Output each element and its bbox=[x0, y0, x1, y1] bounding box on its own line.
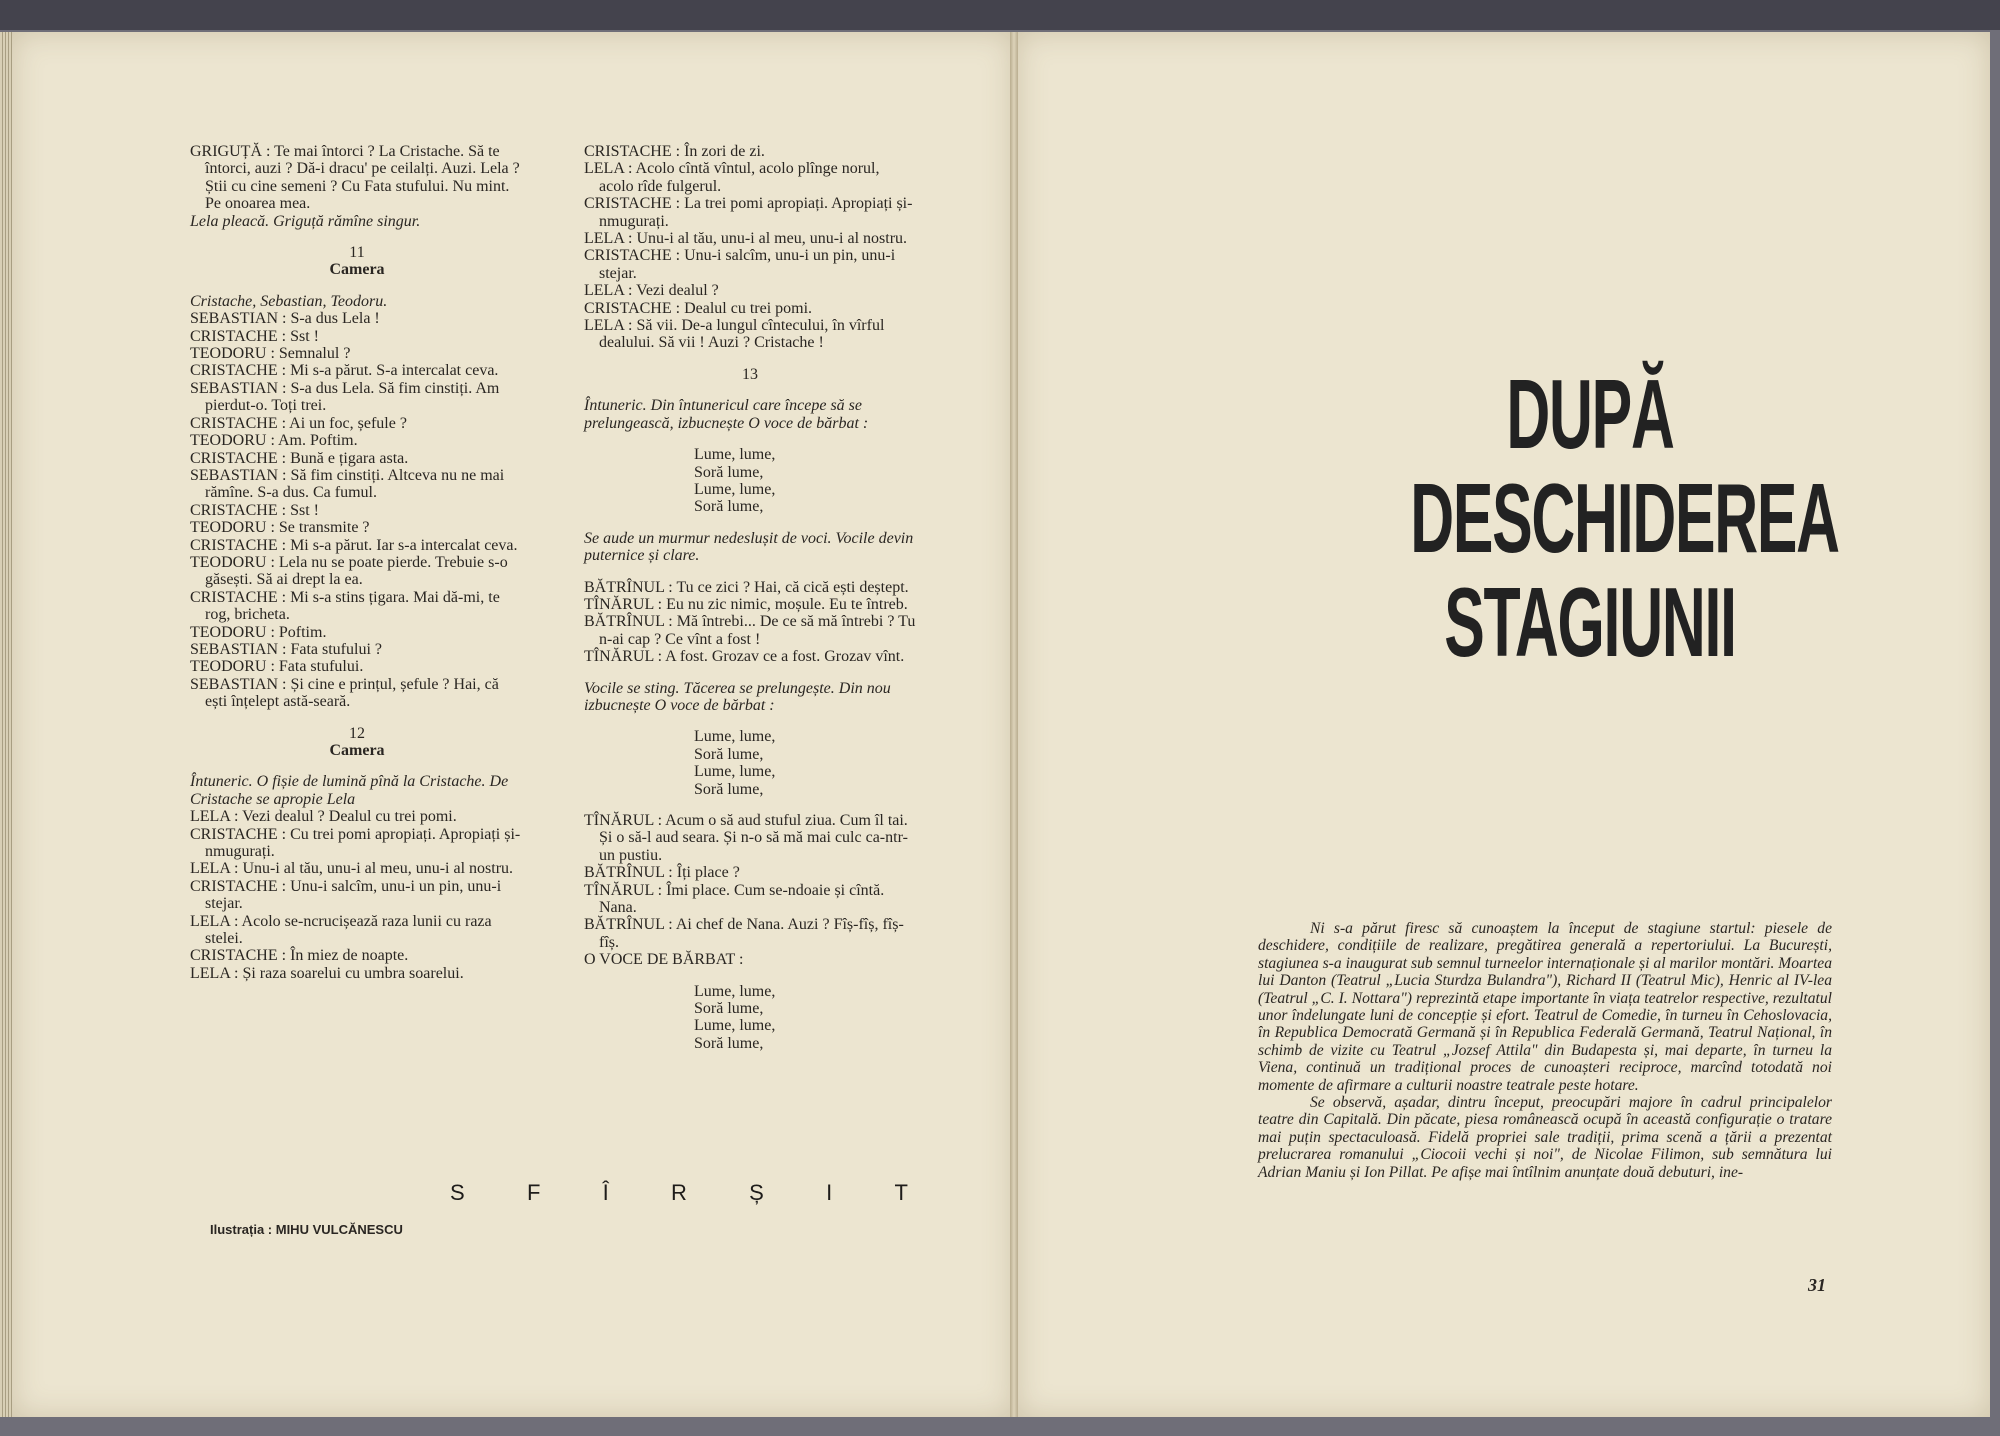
spacer bbox=[584, 798, 916, 812]
verse-line: Soră lume, bbox=[694, 780, 764, 798]
dialogue-line: CRISTACHE : Mi s-a stins țigara. Mai dă-mi, te rog, bricheta. bbox=[190, 588, 500, 624]
right-page bbox=[1017, 32, 1990, 1417]
dialogue-line: SEBASTIAN : Fata stufului ? bbox=[190, 640, 382, 658]
dialogue-line: TEODORU : Lela nu se poate pierde. Trebuie s-o găsești. Să ai drept la ea. bbox=[190, 553, 508, 589]
dialogue-line: TEODORU : Semnalul ? bbox=[190, 345, 351, 363]
title-line: DUPĂ bbox=[1506, 359, 1674, 469]
dialogue-line: CRISTACHE : Unu-i salcîm, unu-i un pin, unu-i stejar. bbox=[190, 877, 502, 913]
dialogue-line: TEODORU : Se transmite ? bbox=[190, 519, 370, 537]
dialogue-line: TEODORU : Am. Poftim. bbox=[190, 432, 358, 450]
sfirsit-letter: Ș bbox=[749, 1180, 766, 1205]
stage-direction: Lela pleacă. Griguță rămîne singur. bbox=[190, 212, 421, 230]
top-band bbox=[0, 0, 2000, 30]
scene-number: 12 bbox=[349, 724, 365, 742]
spacer bbox=[584, 565, 916, 579]
article-paragraph: Ni s-a părut firesc să cunoaștem la început de stagiune startul: piesele de deschidere, condițiile de realizare, pregătirea generală a repertoriului. La București, stagiunea s-a inaugurat sub semnul turneelor internaționale și al marilor montări. Moartea lui Danton (Teatrul „Lucia Sturdza Bulandra"), Richard II (Teatrul Mic), Henric al IV-lea (Teatrul „C. I. Nottara") reprezintă etape importante în viața teatrelor respective, rezultatul unor îndelungate luni de concepție și efort. Teatrul de Comedie, în turneu în Cehoslovacia, în Republica Democrată Germană și în Republica Federală Germană, Teatrul Național, în schimb de vizite cu Teatrul „Jozsef Attila" din Budapesta și, mai departe, în turneu la Viena, continuă un tradițional proces de cunoașteri reciproce, marcînd totodată noi momente de afirmare a culturii noastre teatrale peste hotare. bbox=[1258, 920, 1832, 1094]
verse-line: Lume, lume, bbox=[694, 728, 776, 746]
title-line: STAGIUNII bbox=[1444, 567, 1736, 677]
verse-line: Soră lume, bbox=[694, 745, 764, 763]
verse-line: Lume, lume, bbox=[694, 1017, 776, 1035]
verse-line: Lume, lume, bbox=[694, 480, 776, 498]
verse-line: Soră lume, bbox=[694, 463, 764, 481]
dialogue-line: CRISTACHE : Sst ! bbox=[190, 327, 319, 345]
dialogue-line: LELA : Vezi dealul ? Dealul cu trei pomi. bbox=[190, 808, 457, 826]
dialogue-line: CRISTACHE : În miez de noapte. bbox=[190, 947, 409, 965]
dialogue-line: TÎNĂRUL : A fost. Grozav ce a fost. Grozav vînt. bbox=[584, 648, 905, 666]
spacer bbox=[190, 759, 524, 773]
stage-direction: Întuneric. Din întunericul care începe să se prelungească, izbucnește O voce de bărbat : bbox=[584, 397, 869, 432]
dialogue-line: SEBASTIAN : S-a dus Lela ! bbox=[190, 310, 380, 328]
dialogue-line: TÎNĂRUL : Îmi place. Cum se-ndoaie și cîntă. Nana. bbox=[584, 881, 885, 917]
spacer bbox=[584, 432, 916, 446]
dialogue-line: LELA : Și raza soarelui cu umbra soarelui. bbox=[190, 964, 464, 982]
spacer bbox=[584, 383, 916, 397]
dialogue-line: CRISTACHE : Sst ! bbox=[190, 501, 319, 519]
left-column-1 bbox=[190, 143, 524, 982]
dialogue-line: CRISTACHE : Mi s-a părut. Iar s-a intercalat ceva. bbox=[190, 536, 518, 554]
dialogue-line: BĂTRÎNUL : Ai chef de Nana. Auzi ? Fîș-fîș, fîș-fîș. bbox=[584, 916, 904, 951]
dialogue-line: LELA : Vezi dealul ? bbox=[584, 282, 719, 300]
dialogue-line: CRISTACHE : Bună e țigara asta. bbox=[190, 449, 409, 467]
dialogue-line: LELA : Unu-i al tău, unu-i al meu, unu-i al nostru. bbox=[190, 860, 514, 878]
scene-number: 11 bbox=[349, 244, 365, 262]
sfirsit-letter: T bbox=[894, 1180, 910, 1205]
dialogue-line: CRISTACHE : Cu trei pomi apropiați. Apropiați și-nmugurați. bbox=[190, 825, 521, 861]
dialogue-line: TEODORU : Poftim. bbox=[190, 623, 327, 641]
verse-line: Lume, lume, bbox=[694, 446, 776, 464]
dialogue-line: O VOCE DE BĂRBAT : bbox=[584, 951, 744, 969]
illustration-credit: Ilustrația : MIHU VULCĂNESCU bbox=[210, 1222, 403, 1237]
dialogue-line: BĂTRÎNUL : Îți place ? bbox=[584, 864, 740, 882]
sfirsit-letter: I bbox=[826, 1180, 835, 1205]
dialogue-line: GRIGUȚĂ : Te mai întorci ? La Cristache. Să te întorci, auzi ? Dă-i dracu' pe ceilalți. Auzi. Lela ? Știi cu cine semeni ? Cu Fata stufului. Nu mint. Pe onoarea mea. bbox=[190, 143, 520, 213]
dialogue-line: LELA : Să vii. De-a lungul cîntecului, în vîrful dealului. Să vii ! Auzi ? Cristache ! bbox=[584, 317, 885, 352]
dialogue-line: TEODORU : Fata stufului. bbox=[190, 658, 364, 676]
scene-number: 13 bbox=[742, 365, 758, 383]
dialogue-line: CRISTACHE : În zori de zi. bbox=[584, 143, 765, 160]
sfirsit-letter: S bbox=[450, 1180, 467, 1205]
spacer bbox=[190, 230, 524, 244]
sfirsit-letter: R bbox=[671, 1180, 689, 1205]
dialogue-line: LELA : Unu-i al tău, unu-i al meu, unu-i al nostru. bbox=[584, 230, 908, 248]
dialogue-line: TÎNĂRUL : Acum o să aud stuful ziua. Cum îl tai. Și o să-l aud seara. Și n-o să mă mai culc ca-ntr-un pustiu. bbox=[584, 812, 908, 864]
dialogue-line: CRISTACHE : Ai un foc, șefule ? bbox=[190, 414, 407, 432]
spacer bbox=[584, 352, 916, 366]
scene-heading: Camera bbox=[329, 742, 385, 759]
dialogue-line: TÎNĂRUL : Eu nu zic nimic, moșule. Eu te întreb. bbox=[584, 595, 908, 613]
verse-line: Soră lume, bbox=[694, 498, 764, 516]
stage-direction: Cristache, Sebastian, Teodoru. bbox=[190, 292, 388, 310]
left-column-2 bbox=[584, 143, 916, 1052]
verse-line: Soră lume, bbox=[694, 1034, 764, 1052]
verse-line: Lume, lume, bbox=[694, 763, 776, 781]
stage-direction: Întuneric. O fișie de lumină pînă la Cristache. De Cristache se apropie Lela bbox=[190, 773, 509, 808]
title-line: DESCHIDEREA bbox=[1410, 463, 1839, 573]
spacer bbox=[584, 666, 916, 680]
stage-direction: Vocile se sting. Tăcerea se prelungește. Din nou izbucnește O voce de bărbat : bbox=[584, 679, 891, 714]
dialogue-line: SEBASTIAN : S-a dus Lela. Să fim cinstiți. Am pierdut-o. Toți trei. bbox=[190, 379, 500, 415]
scene-heading: Camera bbox=[329, 261, 385, 279]
verse-line: Soră lume, bbox=[694, 1000, 764, 1018]
verse-line: Lume, lume, bbox=[694, 982, 776, 1000]
article-title bbox=[1410, 359, 1839, 677]
sfirsit-letter: Î bbox=[602, 1180, 611, 1205]
article-paragraph: Se observă, așadar, dintru început, preocupări majore în cadrul principalelor teatre din Capitală. Din păcate, piesa românească ocupă în această configurație o tratare mai puțin spectaculoasă. Fidelă propriei sale tradiții, prima scenă a țării a prezentat prelucrarea romanului „Ciocoii vechi și noi", de Nicolae Filimon, sub semnătura lui Adrian Maniu și Ion Pillat. Pe afișe mai întîlnim anunțate două debuturi, ine- bbox=[1258, 1094, 1832, 1181]
spacer bbox=[584, 516, 916, 530]
dialogue-line: CRISTACHE : Dealul cu trei pomi. bbox=[584, 299, 813, 317]
stage-direction: Se aude un murmur nedeslușit de voci. Vocile devin puternice și clare. bbox=[584, 529, 914, 565]
dialogue-line: SEBASTIAN : Să fim cinstiți. Altceva nu ne mai rămîne. S-a dus. Ca fumul. bbox=[190, 466, 505, 502]
dialogue-line: CRISTACHE : Unu-i salcîm, unu-i un pin, unu-i stejar. bbox=[584, 247, 896, 282]
dialogue-line: LELA : Acolo cîntă vîntul, acolo plînge norul, acolo rîde fulgerul. bbox=[584, 160, 880, 195]
sfirsit-letter: F bbox=[526, 1180, 543, 1205]
book-spine bbox=[1010, 32, 1018, 1417]
dialogue-line: BĂTRÎNUL : Tu ce zici ? Hai, că cică ești deștept. bbox=[584, 578, 909, 596]
spacer bbox=[584, 714, 916, 728]
dialogue-line: CRISTACHE : Mi s-a părut. S-a intercalat ceva. bbox=[190, 362, 499, 380]
dialogue-line: BĂTRÎNUL : Mă întrebi... De ce să mă întrebi ? Tu n-ai cap ? Ce vînt a fost ! bbox=[584, 613, 916, 648]
page-number: 31 bbox=[1808, 1275, 1826, 1295]
dialogue-line: CRISTACHE : La trei pomi apropiați. Apropiați și-nmugurați. bbox=[584, 195, 913, 230]
dialogue-line: LELA : Acolo se-ncrucișează raza lunii cu raza stelei. bbox=[190, 912, 492, 948]
article-body bbox=[1258, 920, 1832, 1181]
dialogue-line: SEBASTIAN : Și cine e prințul, șefule ? Hai, că ești înțelept astă-seară. bbox=[190, 675, 499, 711]
spacer bbox=[190, 711, 524, 725]
spacer bbox=[584, 969, 916, 983]
spacer bbox=[190, 279, 524, 293]
sfirsit-end-marker bbox=[450, 1180, 910, 1206]
